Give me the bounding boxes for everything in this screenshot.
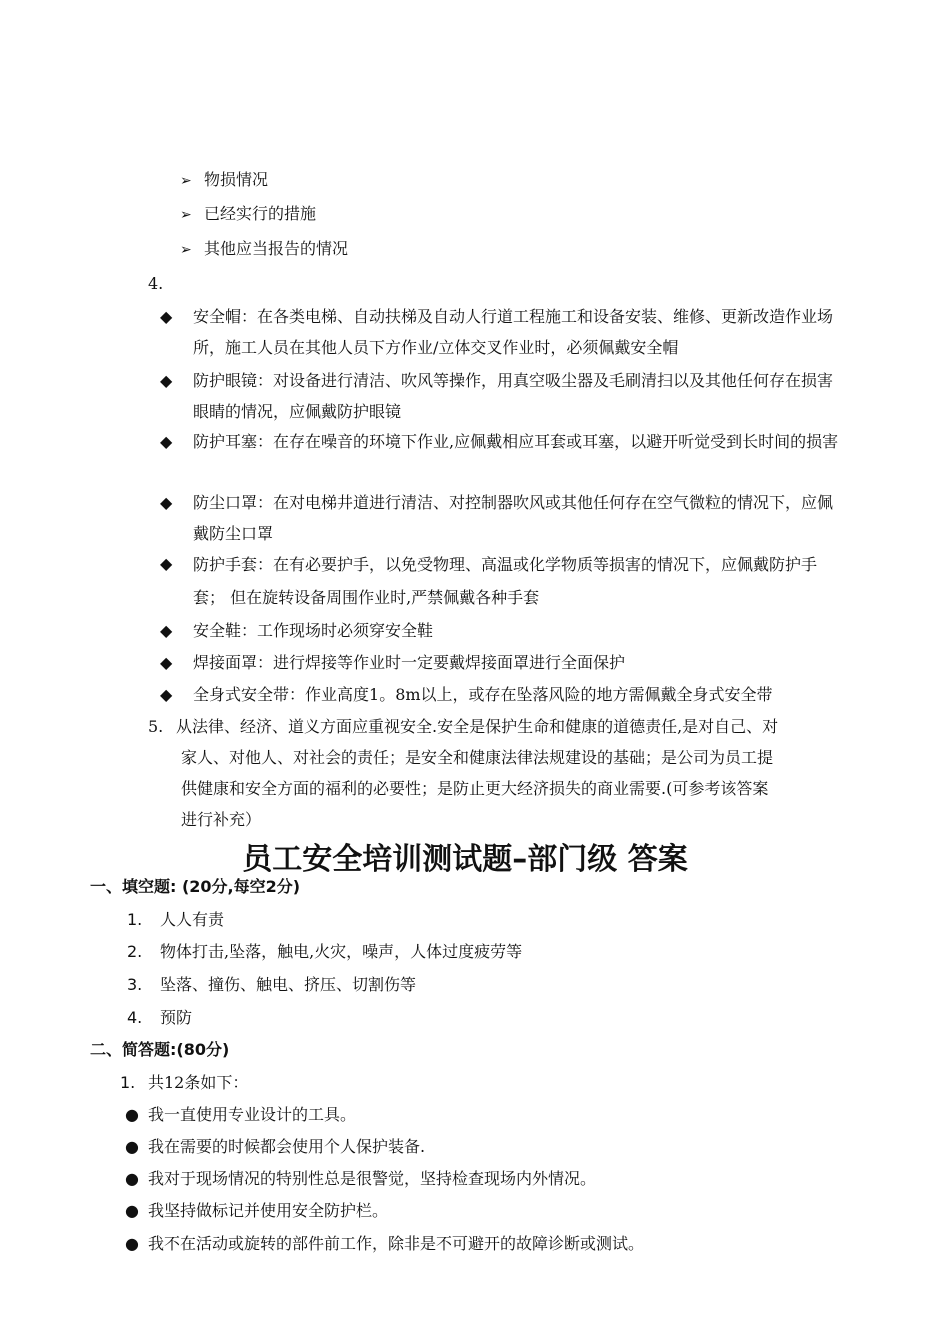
round-bullet-icon: ● <box>125 1105 139 1124</box>
list-item-text: 其他应当报告的情况 <box>204 239 349 258</box>
answer-text: 人人有责 <box>160 910 225 929</box>
diamond-bullet-icon: ◆ <box>160 371 173 390</box>
diamond-bullet-icon: ◆ <box>160 493 173 512</box>
list-item-text: 我对于现场情况的特别性总是很警觉，坚持检查现场内外情况。 <box>148 1169 597 1188</box>
diamond-bullet-icon: ◆ <box>160 307 173 326</box>
paragraph-line: 从法律、经济、道义方面应重视安全.安全是保护生命和健康的道德责任,是对自己、对 <box>176 717 779 736</box>
round-bullet-icon: ● <box>125 1201 139 1220</box>
paragraph-line: 供健康和安全方面的福利的必要性；是防止更大经济损失的商业需要.(可参考该答案 <box>181 779 769 798</box>
arrowhead-bullet-icon: ➢ <box>180 207 192 223</box>
section-heading: 一、填空题: (20分,每空2分) <box>90 877 301 896</box>
diamond-bullet-icon: ◆ <box>160 432 173 451</box>
diamond-bullet-icon: ◆ <box>160 653 173 672</box>
answer-text: 物体打击,坠落，触电,火灾，噪声，人体过度疲劳等 <box>160 942 523 961</box>
bullet-paragraph: 防护手套：在有必要护手，以免受物理、高温或化学物质等损害的情况下，应佩戴防护手套； 但在旋转设备周围作业时,严禁佩戴各种手套 <box>193 555 818 607</box>
list-item <box>180 203 316 226</box>
round-bullet-icon: ● <box>125 1234 139 1253</box>
list-item-text: 已经实行的措施 <box>204 204 317 223</box>
round-bullet-icon: ● <box>125 1169 139 1188</box>
arrowhead-bullet-icon: ➢ <box>180 173 192 189</box>
diamond-bullet-icon: ◆ <box>160 554 173 573</box>
bullet-paragraph: 安全帽：在各类电梯、自动扶梯及自动人行道工程施工和设备安装、维修、更新改造作业场所，施工人员在其他人员下方作业/立体交叉作业时，必须佩戴安全帽 <box>193 307 834 357</box>
bullet-paragraph: 安全鞋：工作现场时必须穿安全鞋 <box>193 621 434 640</box>
item-number: 3. <box>127 975 143 994</box>
item-number: 4. <box>148 274 164 293</box>
round-bullet-icon: ● <box>125 1137 139 1156</box>
item-number: 1. <box>127 910 143 929</box>
arrowhead-bullet-icon: ➢ <box>180 242 192 258</box>
paragraph-line: 家人、对他人、对社会的责任；是安全和健康法律法规建设的基础；是公司为员工提 <box>181 748 774 767</box>
answer-text: 共12条如下： <box>148 1073 249 1092</box>
answer-text: 预防 <box>160 1008 193 1027</box>
bullet-paragraph: 防尘口罩：在对电梯井道进行清洁、对控制器吹风或其他任何存在空气微粒的情况下，应佩戴防尘口罩 <box>193 493 834 543</box>
bullet-paragraph: 防护眼镜：对设备进行清洁、吹风等操作，用真空吸尘器及毛刷清扫以及其他任何存在损害眼睛的情况，应佩戴防护眼镜 <box>193 371 834 421</box>
answer-text: 坠落、撞伤、触电、挤压、切割伤等 <box>160 975 417 994</box>
paragraph-line: 进行补充） <box>181 810 262 829</box>
diamond-bullet-icon: ◆ <box>160 685 173 704</box>
list-item <box>180 238 348 261</box>
item-number: 1. <box>120 1073 136 1092</box>
item-number: 4. <box>127 1008 143 1027</box>
bullet-paragraph: 防护耳塞：在存在噪音的环境下作业,应佩戴相应耳套或耳塞，以避开听觉受到长时间的损害 <box>193 432 839 451</box>
bullet-paragraph: 全身式安全带：作业高度1。8m以上，或存在坠落风险的地方需佩戴全身式安全带 <box>193 685 773 704</box>
list-item-text: 我在需要的时候都会使用个人保护装备. <box>148 1137 426 1156</box>
list-item-text: 我坚持做标记并使用安全防护栏。 <box>148 1201 389 1220</box>
list-item-text: 我一直使用专业设计的工具。 <box>148 1105 357 1124</box>
list-item <box>180 169 268 192</box>
page-title: 员工安全培训测试题–部门级 答案 <box>242 842 688 877</box>
list-item-text: 物损情况 <box>204 170 269 189</box>
list-item-text: 我不在活动或旋转的部件前工作，除非是不可避开的故障诊断或测试。 <box>148 1234 645 1253</box>
diamond-bullet-icon: ◆ <box>160 621 173 640</box>
item-number: 2. <box>127 942 143 961</box>
item-number: 5. <box>148 717 164 736</box>
bullet-paragraph: 焊接面罩：进行焊接等作业时一定要戴焊接面罩进行全面保护 <box>193 653 626 672</box>
section-heading: 二、简答题:(80分) <box>90 1040 230 1059</box>
